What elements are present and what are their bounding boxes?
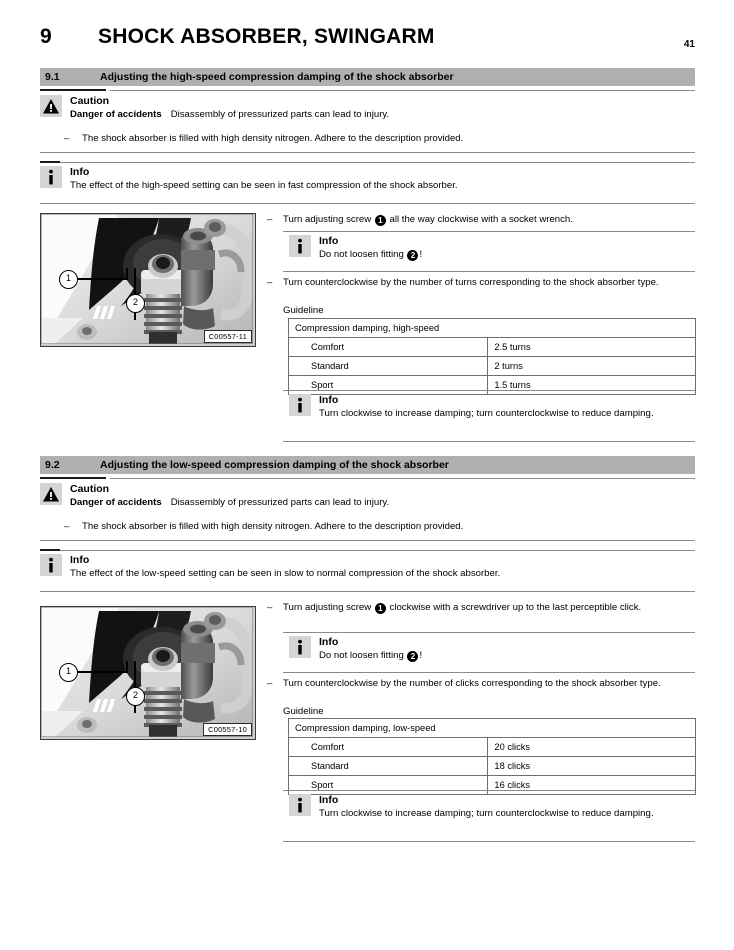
step-9-1-2	[267, 276, 679, 289]
spec-table-9-2	[288, 718, 696, 795]
guideline-label-9-1: Guideline	[283, 305, 324, 316]
info-title: Info	[70, 554, 90, 566]
table-header-cell: Compression damping, high-speed	[289, 319, 696, 338]
warning-triangle-icon	[40, 95, 62, 117]
caution-block-9-1	[40, 95, 695, 122]
dash-marker: –	[64, 133, 70, 144]
callout-1: 1	[375, 215, 386, 226]
dash-marker: –	[267, 678, 273, 689]
footer-info-9-2	[289, 794, 695, 821]
table-header-row	[289, 319, 696, 338]
section-title: Adjusting the high-speed compression damping of the shock absorber	[100, 71, 454, 83]
figure-9-2	[40, 606, 256, 740]
info-text-after: !	[419, 249, 423, 260]
section-header-9-1	[40, 68, 695, 86]
guideline-label-9-2: Guideline	[283, 706, 324, 717]
rule	[40, 550, 695, 551]
leader-line-1	[75, 671, 128, 673]
leader-line-1	[75, 278, 128, 280]
table-cell-value: 2.5 turns	[488, 338, 696, 357]
rule	[283, 672, 695, 673]
info-text: Turn clockwise to increase damping; turn counterclockwise to reduce damping.	[319, 808, 654, 819]
table-cell-key: Comfort	[289, 738, 488, 757]
table-cell-key: Sport	[289, 776, 488, 795]
caution-bullet-text: The shock absorber is filled with high density nitrogen. Adhere to the description provided.	[82, 521, 464, 532]
rule	[40, 591, 695, 592]
info-text-before: Do not loosen fitting	[319, 249, 404, 260]
table-row	[289, 738, 696, 757]
info-text: Turn clockwise to increase damping; turn counterclockwise to reduce damping.	[319, 408, 654, 419]
step-9-1-1	[267, 213, 695, 226]
info-text: The effect of the high-speed setting can be seen in fast compression of the shock absorber.	[70, 180, 458, 191]
table-cell-key: Comfort	[289, 338, 488, 357]
table-cell-value: 16 clicks	[488, 776, 696, 795]
rule	[283, 841, 695, 842]
leader-line-1b	[126, 661, 128, 673]
figure-marker-1: 1	[59, 663, 78, 682]
figure-marker-2: 2	[126, 687, 145, 706]
rule-accent	[40, 89, 106, 91]
step-text-before: Turn adjusting screw	[283, 602, 372, 613]
section-number: 9.2	[45, 459, 60, 471]
table-row	[289, 357, 696, 376]
table-cell-value: 1.5 turns	[488, 376, 696, 395]
table-cell-key: Sport	[289, 376, 488, 395]
step-text: Turn counterclockwise by the number of turns corresponding to the shock absorber type.	[283, 277, 659, 288]
page-header	[40, 20, 695, 54]
table-header-cell: Compression damping, low-speed	[289, 719, 696, 738]
caution-bullet-9-2	[64, 520, 694, 533]
rule	[283, 441, 695, 442]
info-title: Info	[319, 636, 339, 648]
warning-triangle-icon	[40, 483, 62, 505]
dash-marker: –	[267, 602, 273, 613]
table-cell-key: Standard	[289, 757, 488, 776]
table-row	[289, 338, 696, 357]
caution-lead: Danger of accidents	[70, 497, 162, 508]
info-icon	[289, 636, 311, 658]
step-text-after: all the way clockwise with a socket wrench.	[389, 214, 573, 225]
chapter-number: 9	[40, 25, 52, 48]
caution-text: Disassembly of pressurized parts can lead to injury.	[170, 109, 390, 120]
figure-marker-1: 1	[59, 270, 78, 289]
chapter-title: SHOCK ABSORBER, SWINGARM	[98, 25, 435, 48]
caution-text: Disassembly of pressurized parts can lead to injury.	[170, 497, 390, 508]
info-title: Info	[319, 235, 339, 247]
section-number: 9.1	[45, 71, 60, 83]
step-9-2-1	[267, 601, 695, 614]
info-title: Info	[319, 794, 339, 806]
info-block-9-1	[40, 166, 695, 193]
step-text-after: clockwise with a screwdriver up to the last perceptible click.	[389, 602, 642, 613]
page-number: 41	[683, 39, 695, 50]
rule	[40, 162, 695, 163]
info-title: Info	[319, 394, 339, 406]
rule	[283, 271, 695, 272]
section-header-9-2	[40, 456, 695, 474]
rule	[40, 540, 695, 541]
caution-lead: Danger of accidents	[70, 109, 162, 120]
dash-marker: –	[267, 277, 273, 288]
rule-accent	[40, 161, 60, 163]
step-9-2-2	[267, 677, 679, 690]
rule	[110, 478, 695, 479]
callout-2: 2	[407, 651, 418, 662]
section-title: Adjusting the low-speed compression damping of the shock absorber	[100, 459, 449, 471]
figure-caption: C00557-10	[203, 723, 252, 736]
step-info-9-2	[289, 636, 695, 663]
caution-bullet-9-1	[64, 132, 694, 145]
rule	[283, 790, 695, 791]
info-icon	[40, 554, 62, 576]
caution-block-9-2	[40, 483, 695, 510]
info-icon	[289, 794, 311, 816]
info-block-9-2	[40, 554, 695, 581]
table-row	[289, 757, 696, 776]
figure-marker-2: 2	[126, 294, 145, 313]
rule	[40, 152, 695, 153]
dash-marker: –	[64, 521, 70, 532]
rule-accent	[40, 549, 60, 551]
rule	[110, 90, 695, 91]
table-cell-value: 2 turns	[488, 357, 696, 376]
caution-title: Caution	[70, 95, 110, 107]
info-text: The effect of the low-speed setting can be seen in slow to normal compression of the shock absorber.	[70, 568, 501, 579]
rule	[40, 203, 695, 204]
rule-accent	[40, 477, 106, 479]
info-icon	[289, 235, 311, 257]
table-cell-key: Standard	[289, 357, 488, 376]
table-header-row	[289, 719, 696, 738]
info-text-before: Do not loosen fitting	[319, 650, 404, 661]
info-text-after: !	[419, 650, 423, 661]
figure-9-1	[40, 213, 256, 347]
step-info-9-1	[289, 235, 695, 262]
rule	[283, 231, 695, 232]
info-icon	[289, 394, 311, 416]
spec-table-9-1	[288, 318, 696, 395]
dash-marker: –	[267, 214, 273, 225]
caution-bullet-text: The shock absorber is filled with high density nitrogen. Adhere to the description provided.	[82, 133, 464, 144]
info-icon	[40, 166, 62, 188]
leader-line-1b	[126, 268, 128, 280]
step-text: Turn counterclockwise by the number of clicks corresponding to the shock absorber type.	[283, 678, 661, 689]
footer-info-9-1	[289, 394, 695, 421]
figure-caption: C00557-11	[204, 330, 252, 343]
info-title: Info	[70, 166, 90, 178]
caution-title: Caution	[70, 483, 110, 495]
rule	[283, 632, 695, 633]
callout-2: 2	[407, 250, 418, 261]
table-cell-value: 18 clicks	[488, 757, 696, 776]
step-text-before: Turn adjusting screw	[283, 214, 372, 225]
table-row	[289, 776, 696, 795]
table-cell-value: 20 clicks	[488, 738, 696, 757]
callout-1: 1	[375, 603, 386, 614]
table-row	[289, 376, 696, 395]
rule	[283, 390, 695, 391]
